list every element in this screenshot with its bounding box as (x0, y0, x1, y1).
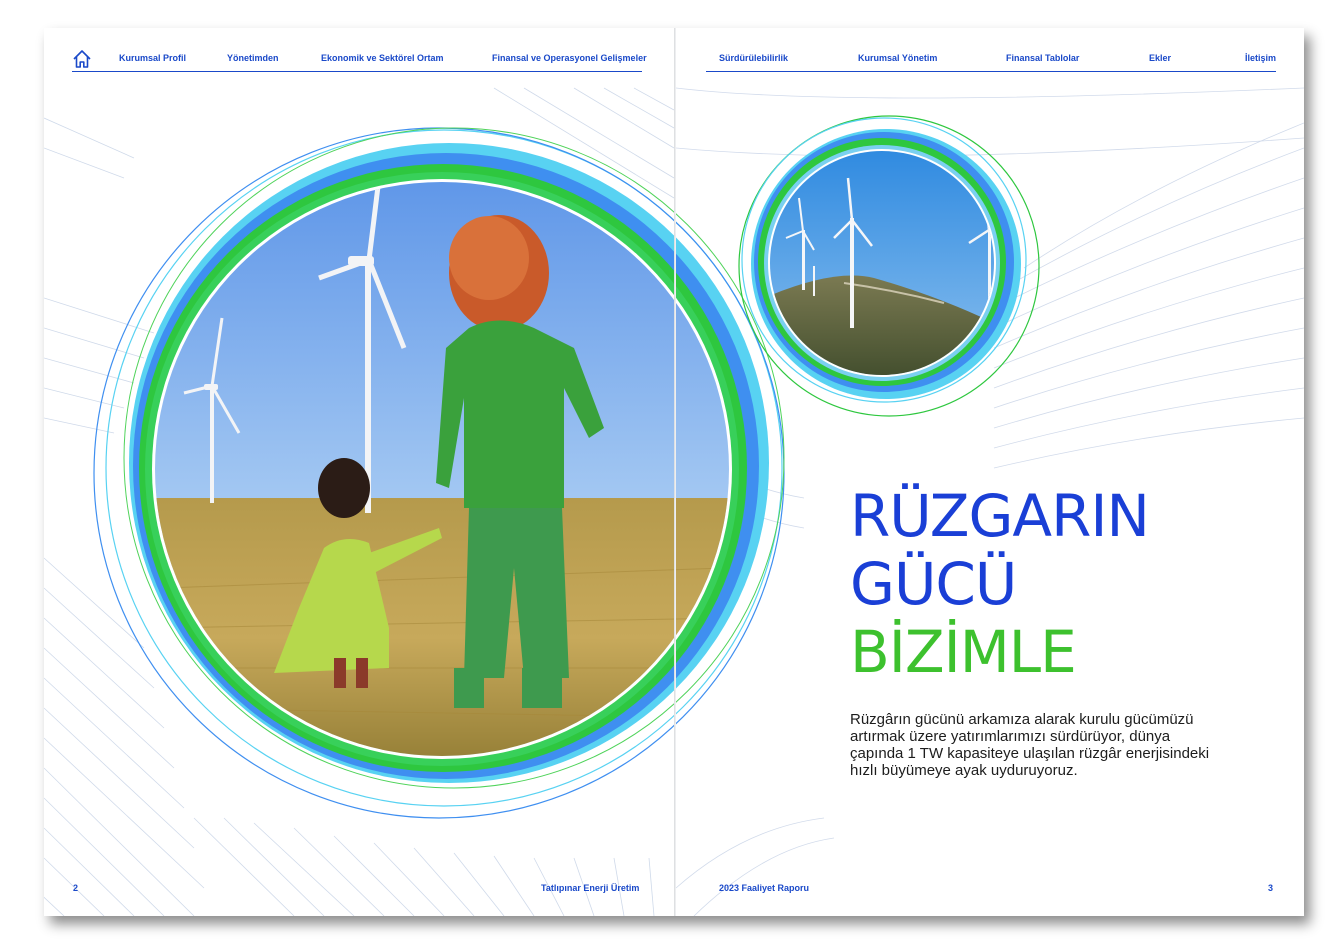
nav-ekonomik-ortam[interactable]: Ekonomik ve Sektörel Ortam (321, 53, 444, 63)
nav-yonetimden[interactable]: Yönetimden (227, 53, 279, 63)
nav-kurumsal-profil[interactable]: Kurumsal Profil (119, 53, 187, 63)
left-nav-rule (72, 71, 642, 72)
footer-company-name: Tatlıpınar Enerji Üretim (541, 883, 640, 893)
nav-ekler[interactable]: Ekler (1149, 53, 1172, 63)
left-page-number: 2 (73, 883, 79, 893)
headline-line-2: GÜCÜ (850, 550, 1017, 618)
right-page-number: 3 (1268, 883, 1274, 893)
nav-finansal-gelismeler[interactable]: Finansal ve Operasyonel Gelişmeler (492, 53, 647, 63)
headline-line-3: BİZİMLE (850, 618, 1076, 686)
headline-line-1: RÜZGARIN (850, 482, 1149, 550)
nav-finansal-tablolar[interactable]: Finansal Tablolar (1006, 53, 1080, 63)
nav-iletisim[interactable]: İletişim (1245, 53, 1277, 63)
right-nav (44, 53, 1304, 67)
right-nav-rule (706, 71, 1276, 72)
page-fold (674, 28, 676, 916)
nav-kurumsal-yonetim[interactable]: Kurumsal Yönetim (858, 53, 938, 63)
report-spread (44, 28, 1304, 916)
nav-surdurulebilirlik[interactable]: Sürdürülebilirlik (719, 53, 789, 63)
body-paragraph: Rüzgârın gücünü arkamıza alarak kurulu gücümüzü artırmak üzere yatırımlarımızı sürdürüyor, dünya çapında 1 TW kapasiteye ulaşılan rüzgâr enerjisindeki hızlı büyümeye ayak uyduruyoruz. (850, 711, 1210, 779)
footer-report-title: 2023 Faaliyet Raporu (719, 883, 810, 893)
headline (850, 482, 1149, 686)
